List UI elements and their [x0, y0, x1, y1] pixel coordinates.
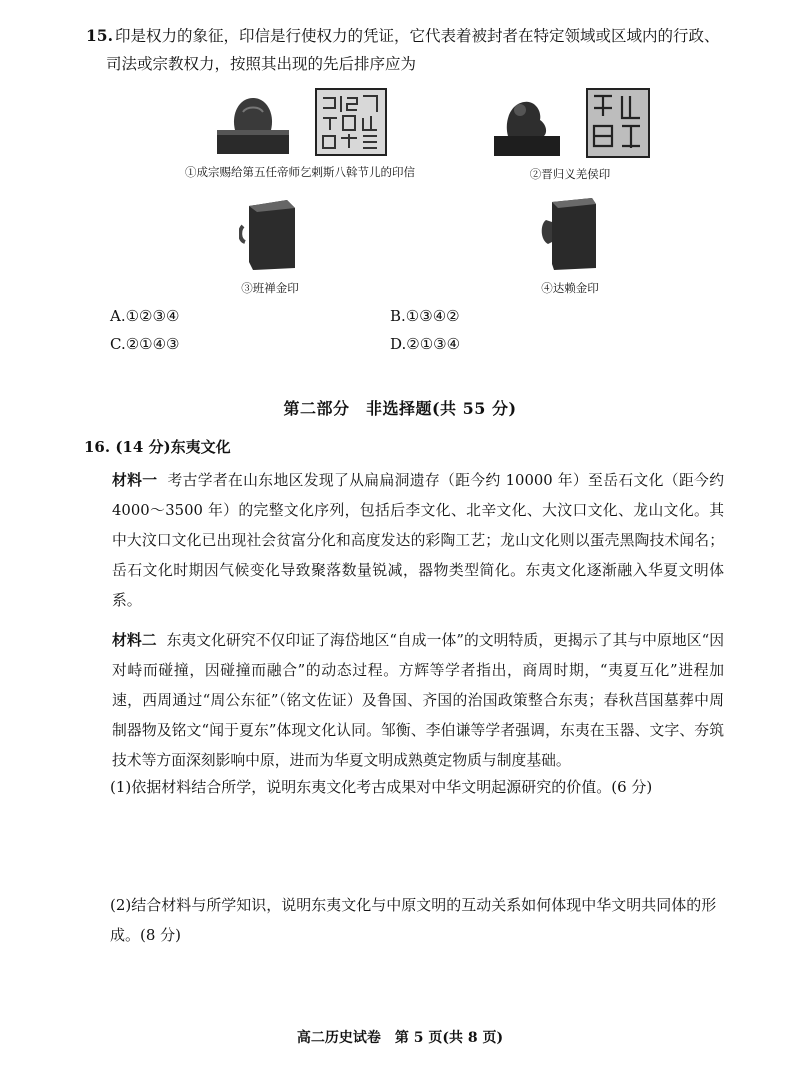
- option-a[interactable]: A.①②③④: [110, 307, 180, 325]
- material-2-text: 东夷文化研究不仅印证了海岱地区“自成一体”的文明特质，更揭示了其与中原地区“因对峙而碰撞，因碰撞而融合”的动态过程。方辉等学者指出，商周时期，“夷夏互化”进程加速，西周通过“周公东征”（铭文佐证）及鲁国、齐国的治国政策整合东夷；春秋莒国墓葬中周制器物及铭文“闻于夏东”体现文化认同。邹衡、李伯谦等学者强调，东夷在玉器、文字、夯筑技术等方面深刻影响中原，进而为华夏文明成熟奠定物质与制度基础。: [112, 632, 724, 769]
- question-16-title: 16. (14 分)东夷文化: [84, 438, 231, 456]
- seal-photo-4: [538, 194, 602, 276]
- seal-photo-3: [239, 196, 301, 276]
- material-2-label: 材料二: [112, 632, 157, 649]
- option-c[interactable]: C.②①④③: [110, 335, 180, 353]
- figure-3: [210, 196, 330, 296]
- option-b[interactable]: B.①③④②: [390, 307, 460, 325]
- seal-impression-2: [586, 88, 650, 162]
- question-15-stem: [86, 22, 746, 78]
- sub-question-1: (1)依据材料结合所学，说明东夷文化考古成果对中华文明起源研究的价值。(6 分): [110, 778, 653, 796]
- question-number: 15.: [86, 26, 113, 45]
- material-2: [112, 626, 724, 776]
- material-1-text: 考古学者在山东地区发现了从扁扁洞遗存（距今约 10000 年）至岳石文化（距今约 4000～3500 年）的完整文化序列，包括后李文化、北辛文化、大汶口文化、龙山文化。其中大汶口文化已出现社会贫富分化和高度发达的彩陶工艺；龙山文化则以蛋壳黑陶技术闻名；岳石文化时期因气候变化导致聚落数量锐减，器物类型简化。东夷文化逐渐融入华夏文明体系。: [112, 472, 724, 609]
- section-title: 第二部分 非选择题(共 55 分): [283, 399, 517, 418]
- figure-4-caption: ④达赖金印: [541, 281, 599, 295]
- seal-photo-1: [213, 94, 293, 160]
- figure-2: [470, 88, 670, 182]
- question-16-head: [84, 436, 724, 461]
- figure-1-caption: ①成宗赐给第五任帝师乞剌斯八斡节儿的印信: [185, 165, 415, 179]
- seal-photo-2: [490, 96, 564, 162]
- figure-1: [150, 88, 450, 180]
- question-stem-line2: 司法或宗教权力，按照其出现的先后排序应为: [106, 55, 417, 73]
- option-d[interactable]: D.②①③④: [390, 335, 461, 353]
- material-1-label: 材料一: [112, 472, 158, 489]
- material-1: [112, 466, 724, 616]
- figure-4: [510, 194, 630, 296]
- question-stem-line1: 印是权力的象征，印信是行使权力的凭证，它代表着被封者在特定领域或区域内的行政、: [114, 27, 720, 45]
- page-footer: 高二历史试卷 第 5 页(共 8 页): [296, 1030, 504, 1046]
- seal-impression-1: [315, 88, 387, 160]
- figure-2-caption: ②晋归义羌侯印: [529, 167, 611, 181]
- figure-3-caption: ③班禅金印: [241, 281, 299, 295]
- answer-options: [110, 302, 670, 358]
- sub-question-2: (2)结合材料与所学知识，说明东夷文化与中原文明的互动关系如何体现中华文明共同体的形成。(8 分): [110, 896, 717, 944]
